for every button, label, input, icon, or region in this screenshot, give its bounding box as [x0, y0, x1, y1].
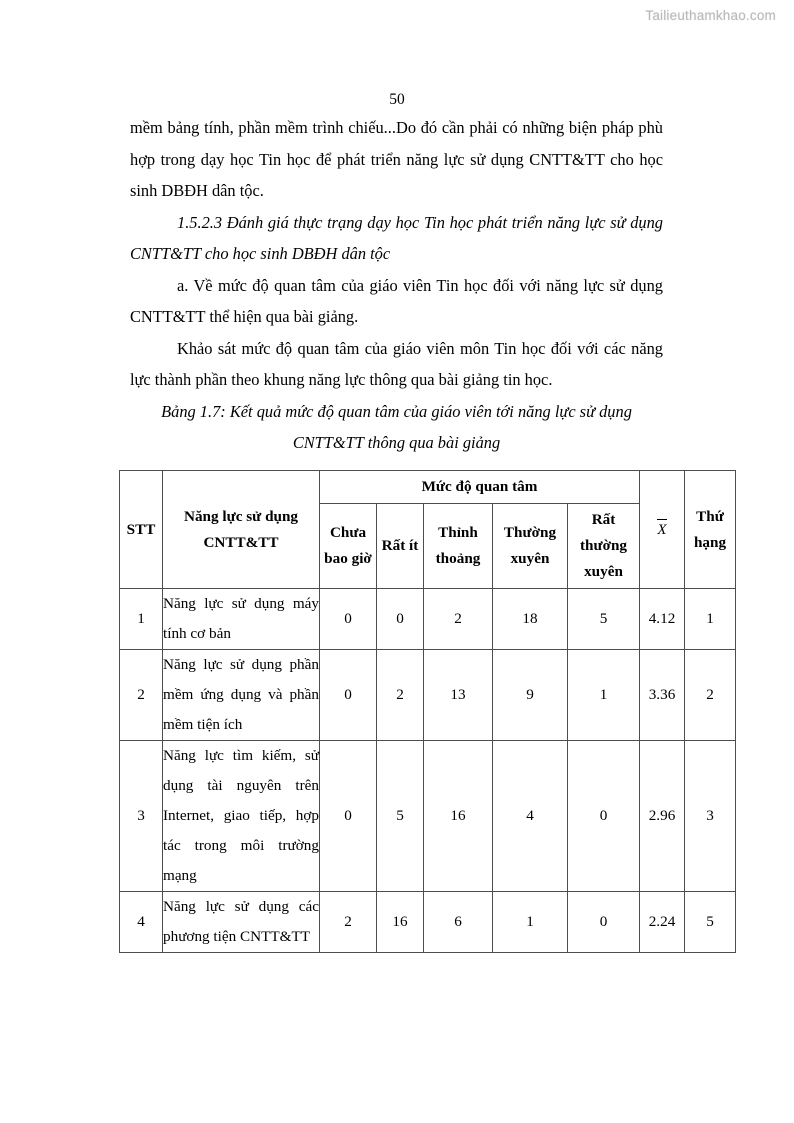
paragraph-subsection-a: a. Về mức độ quan tâm của giáo viên Tin học đối với năng lực sử dụng CNTT&TT thể hiện qua bài giảng.	[130, 275, 663, 326]
table-caption-line-2: CNTT&TT thông qua bài giảng	[292, 433, 501, 452]
cell-rank: 2	[685, 650, 736, 741]
cell-often: 1	[493, 892, 568, 953]
cell-never: 0	[320, 741, 377, 892]
header-sometimes: Thỉnh thoảng	[424, 504, 493, 589]
page-number: 50	[389, 91, 405, 108]
table-caption-line-1: Bảng 1.7: Kết quả mức độ quan tâm của giáo viên tới năng lực sử dụng	[161, 401, 632, 421]
cell-stt: 1	[120, 589, 163, 650]
header-often: Thường xuyên	[493, 504, 568, 589]
cell-rarely: 16	[377, 892, 424, 953]
cell-rarely: 5	[377, 741, 424, 892]
cell-never: 0	[320, 589, 377, 650]
results-table	[119, 470, 736, 953]
cell-often: 18	[493, 589, 568, 650]
cell-sometimes: 13	[424, 650, 493, 741]
header-rarely: Rất ít	[377, 504, 424, 589]
header-mean	[640, 471, 685, 589]
cell-sometimes: 2	[424, 589, 493, 650]
mean-symbol-x-bar: X	[657, 519, 666, 539]
cell-competency: Năng lực sử dụng các phương tiện CNTT&TT	[163, 892, 320, 953]
table-header-row-1	[120, 471, 736, 504]
table-body	[120, 589, 736, 953]
paragraph-survey-description: Khảo sát mức độ quan tâm của giáo viên môn Tin học đối với các năng lực thành phần theo khung năng lực thông qua bài giảng tin học.	[130, 338, 663, 389]
cell-rarely: 2	[377, 650, 424, 741]
header-stt: STT	[120, 471, 163, 589]
paragraph-continuation: mềm bảng tính, phần mềm trình chiếu...Do đó cần phải có những biện pháp phù hợp trong dạy học Tin học để phát triển năng lực sử dụng CNTT&TT cho học sinh DBĐH dân tộc.	[130, 118, 663, 200]
cell-never: 2	[320, 892, 377, 953]
cell-mean: 2.24	[640, 892, 685, 953]
cell-sometimes: 16	[424, 741, 493, 892]
cell-mean: 4.12	[640, 589, 685, 650]
cell-stt: 3	[120, 741, 163, 892]
cell-competency: Năng lực sử dụng máy tính cơ bản	[163, 589, 320, 650]
header-never: Chưa bao giờ	[320, 504, 377, 589]
cell-stt: 4	[120, 892, 163, 953]
cell-stt: 2	[120, 650, 163, 741]
cell-very-often: 5	[568, 589, 640, 650]
cell-competency: Năng lực sử dụng phần mềm ứng dụng và phần mềm tiện ích	[163, 650, 320, 741]
table-row	[120, 741, 736, 892]
table-container	[119, 470, 735, 953]
table-header	[120, 471, 736, 589]
table-row	[120, 589, 736, 650]
table-row	[120, 650, 736, 741]
header-very-often: Rất thường xuyên	[568, 504, 640, 589]
header-group-level-of-interest: Mức độ quan tâm	[320, 471, 640, 504]
table-row	[120, 892, 736, 953]
cell-rank: 3	[685, 741, 736, 892]
cell-very-often: 0	[568, 741, 640, 892]
watermark-text: Tailieuthamkhao.com	[645, 8, 776, 23]
cell-mean: 2.96	[640, 741, 685, 892]
header-competency: Năng lực sử dụng CNTT&TT	[163, 471, 320, 589]
cell-often: 9	[493, 650, 568, 741]
section-heading-1-5-2-3: 1.5.2.3 Đánh giá thực trạng dạy học Tin học phát triển năng lực sử dụng CNTT&TT cho học sinh DBĐH dân tộc	[130, 212, 663, 263]
cell-very-often: 0	[568, 892, 640, 953]
cell-rank: 1	[685, 589, 736, 650]
cell-competency: Năng lực tìm kiếm, sử dụng tài nguyên trên Internet, giao tiếp, hợp tác trong môi trường mạng	[163, 741, 320, 892]
cell-often: 4	[493, 741, 568, 892]
cell-rank: 5	[685, 892, 736, 953]
cell-never: 0	[320, 650, 377, 741]
page-content	[130, 112, 663, 459]
cell-mean: 3.36	[640, 650, 685, 741]
cell-very-often: 1	[568, 650, 640, 741]
cell-rarely: 0	[377, 589, 424, 650]
header-rank: Thứ hạng	[685, 471, 736, 589]
cell-sometimes: 6	[424, 892, 493, 953]
